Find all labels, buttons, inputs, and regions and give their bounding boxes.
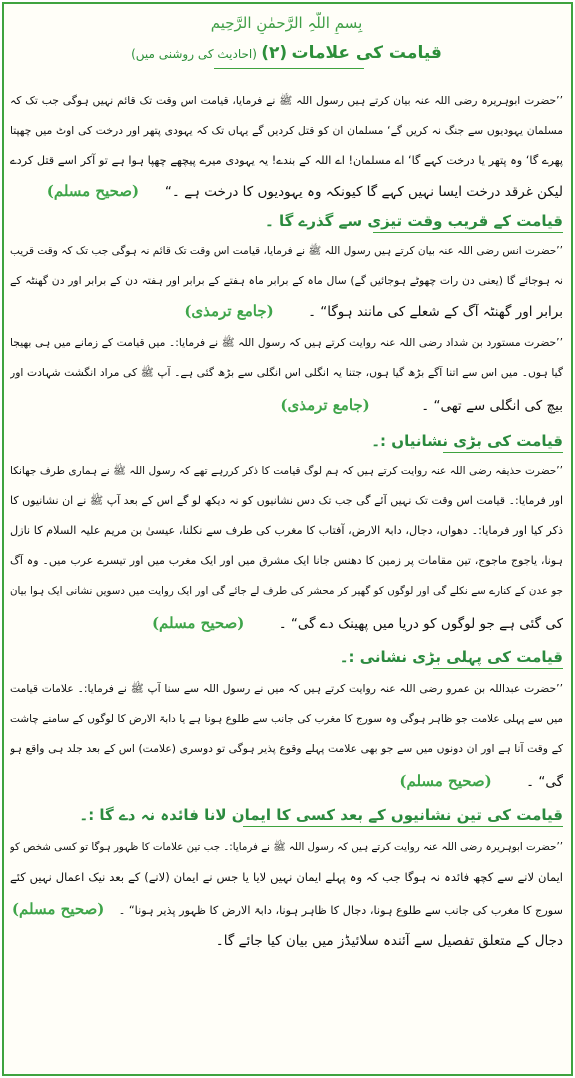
heading-time-passes-fast: قیامت کے قریب وقت تیزی سے گذرے گا ۔ bbox=[264, 212, 563, 230]
hadith-2-line-2: نہ ہوجائے گا (یعنی دن رات چھوٹے ہوجائیں گے) سال ماہ کے برابر ماہ ہفتے کے برابر اور ہفتہ دن کے برابر اور دن گھنٹہ کے bbox=[10, 274, 563, 287]
heading-underline bbox=[373, 232, 563, 233]
hadith-3-line-2: گیا ہوں۔ میں اس سے اتنا آگے بڑھ گیا ہوں، جتنا یہ انگلی اس انگلی سے بڑھ گئی ہے۔ آپ ﷺ کی مراد انگشت شہادت اور bbox=[10, 366, 563, 379]
hadith-5-last bbox=[10, 770, 563, 793]
title-sub: (احادیث کی روشنی میں) bbox=[131, 47, 257, 61]
hadith-2-last bbox=[10, 300, 563, 323]
hadith-1-last bbox=[10, 180, 563, 203]
hadith-5-reference: (صحیح مسلم) bbox=[399, 772, 492, 790]
heading-three-signs: قیامت کی تین نشانیوں کے بعد کسی کا ایمان لانا فائدہ نہ دے گا :۔ bbox=[79, 806, 563, 824]
hadith-4-last bbox=[10, 612, 563, 635]
hadith-4-line-5: جو عدن کے کنارے سے نکلے گی اور لوگوں کو گھیر کر محشر کی طرف لے جائے گی اور ایک روایت میں دسویں نشانی ایک ہوا بیان bbox=[10, 585, 563, 597]
hadith-1-reference: (صحیح مسلم) bbox=[46, 182, 140, 200]
hadith-5-line-2: میں سے پہلی علامت جو ظاہر ہوگی وہ سورج کا مغرب کی جانب سے طلوع ہونا ہے یا دابۃ الارض کا لوگوں کے سامنے چاشت bbox=[10, 713, 563, 725]
title-underline bbox=[214, 68, 364, 69]
hadith-1-line-2: مسلمان یہودیوں سے جنگ نہ کریں گے‘ مسلمان ان کو قتل کردیں گے یہاں تک کہ یہودی پتھر اور درخت کی اوٹ میں چھپتا bbox=[10, 124, 563, 137]
basmala: بِسمِ اللّہِ الرَّحمٰنِ الرَّحِیم bbox=[210, 14, 363, 32]
hadith-6-line-1: ’’حضرت ابوہریرہ رضی اللہ عنہ روایت کرتے ہیں کہ رسول اللہ ﷺ نے فرمایا:۔ جب تین علامات کا ظہور ہوگا تو کسی شخص کو bbox=[10, 841, 563, 853]
hadith-1-line-3: پھرے گا‘ وہ پتھر یا درخت کہے گا‘ اے مسلمان! اے اللہ کے بندے! یہ یہودی میرے پیچھے چھپا ہوا ہے تو آکر اسے قتل کردے bbox=[10, 154, 563, 167]
hadith-4-line-2: اور فرمایا:۔ قیامت اس وقت تک نہیں آئے گی جب تک دس نشانیوں کو نہ دیکھ لو گے اس کے بعد آپ ﷺ نے ان نشانیوں کا bbox=[10, 494, 563, 507]
hadith-5-line-1: ’’حضرت عبداللہ بن عمرو رضی اللہ عنہ روایت کرتے ہیں کہ میں نے رسول اللہ سے سنا آپ ﷺ نے فرمایا:۔ علامات قیامت bbox=[10, 682, 563, 695]
heading-underline bbox=[443, 452, 563, 453]
hadith-4-line-1: ’’حضرت حذیفہ رضی اللہ عنہ روایت کرتے ہیں کہ ہم لوگ قیامت کا ذکر کررہے تھے کہ رسول اللہ ﷺ نے ہماری طرف جھانکا bbox=[10, 465, 563, 477]
hadith-6-line-2: ایمان لانے سے کچھ فائدہ نہ ہوگا جب کہ وہ پہلے ایمان نہیں لایا یا جس نے ایمان (لانے) کے بعد نیک اعمال نہیں کئے bbox=[10, 870, 563, 884]
hadith-5-last-text: گی“ ۔ bbox=[526, 774, 563, 790]
hadith-3-last bbox=[10, 394, 563, 417]
hadith-6-reference: (صحیح مسلم) bbox=[11, 900, 105, 918]
heading-underline bbox=[433, 668, 563, 669]
hadith-4-reference: (صحیح مسلم) bbox=[151, 614, 245, 632]
heading-first-major-sign: قیامت کی پہلی بڑی نشانی :۔ bbox=[339, 648, 563, 666]
hadith-2-line-1: ’’حضرت انس رضی اللہ عنہ بیان کرتے ہیں رسول اللہ ﷺ نے فرمایا، قیامت اس وقت تک قائم نہ ہوگی جب تک کہ وقت قریب bbox=[10, 245, 563, 257]
page-frame bbox=[2, 2, 573, 1076]
hadith-6-last-text: سورج کا مغرب کی جانب سے طلوع ہونا، دجال کا ظاہر ہونا، دابۃ الارض کا ظہور پذیر ہونا“ ۔ bbox=[118, 904, 563, 917]
hadith-6-last bbox=[10, 898, 563, 922]
hadith-2-last-text: برابر اور گھنٹہ آگ کے شعلے کی مانند ہوگا“ ۔ bbox=[308, 304, 563, 320]
title-main: قیامت کی علامات bbox=[291, 43, 442, 63]
hadith-1-line-1: ’’حضرت ابوہریرہ رضی اللہ عنہ بیان کرتے ہیں رسول اللہ ﷺ نے فرمایا، قیامت اس وقت تک قائم نہیں ہوگی جب تک کہ bbox=[10, 94, 563, 107]
page-title bbox=[10, 42, 563, 65]
hadith-1-last-text: لیکن غرقد درخت ایسا نہیں کہے گا کیونکہ وہ یہودیوں کا درخت ہے ۔“ bbox=[164, 184, 563, 200]
footer-note: دجال کے متعلق تفصیل سے آئندہ سلائیڈز میں بیان کیا جائے گا۔ bbox=[215, 933, 563, 949]
hadith-4-last-text: کی گئی ہے جو لوگوں کو دریا میں پھینک دے گی“ ۔ bbox=[278, 616, 563, 632]
heading-major-signs: قیامت کی بڑی نشانیاں :۔ bbox=[371, 432, 563, 450]
hadith-3-last-text: بیچ کی انگلی سے تھی“ ۔ bbox=[421, 398, 563, 414]
hadith-4-line-4: ہونا، یاجوج ماجوج، تین مقامات پر زمین کا دھنس جانا ایک مشرق میں اور ایک مغرب میں اور تیسرے عرب میں۔ وہ آگ bbox=[10, 554, 563, 567]
hadith-4-line-3: ذکر کیا اور فرمایا:۔ دھواں، دجال، دابۃ الارض، آفتاب کا مغرب کی طرف سے نکلنا، عیسیٰ بن مریم علیہ السلام کا نازل bbox=[10, 524, 563, 537]
hadith-5-line-3: کے وقت آنا ہے اور ان دونوں میں سے جو بھی علامت پہلے وقوع پذیر ہوگی تو دوسری (علامت) اس کے بعد جلد ہی واقع ہو bbox=[10, 742, 563, 755]
title-number: (۲) bbox=[261, 43, 288, 63]
hadith-2-reference: (جامع ترمذی) bbox=[184, 302, 274, 320]
hadith-3-reference: (جامع ترمذی) bbox=[280, 396, 370, 414]
heading-underline bbox=[243, 826, 563, 827]
hadith-3-line-1: ’’حضرت مستورد بن شداد رضی اللہ عنہ روایت کرتے ہیں کہ رسول اللہ ﷺ نے فرمایا:۔ میں قیامت کے زمانے میں ہی بھیجا bbox=[10, 336, 563, 349]
